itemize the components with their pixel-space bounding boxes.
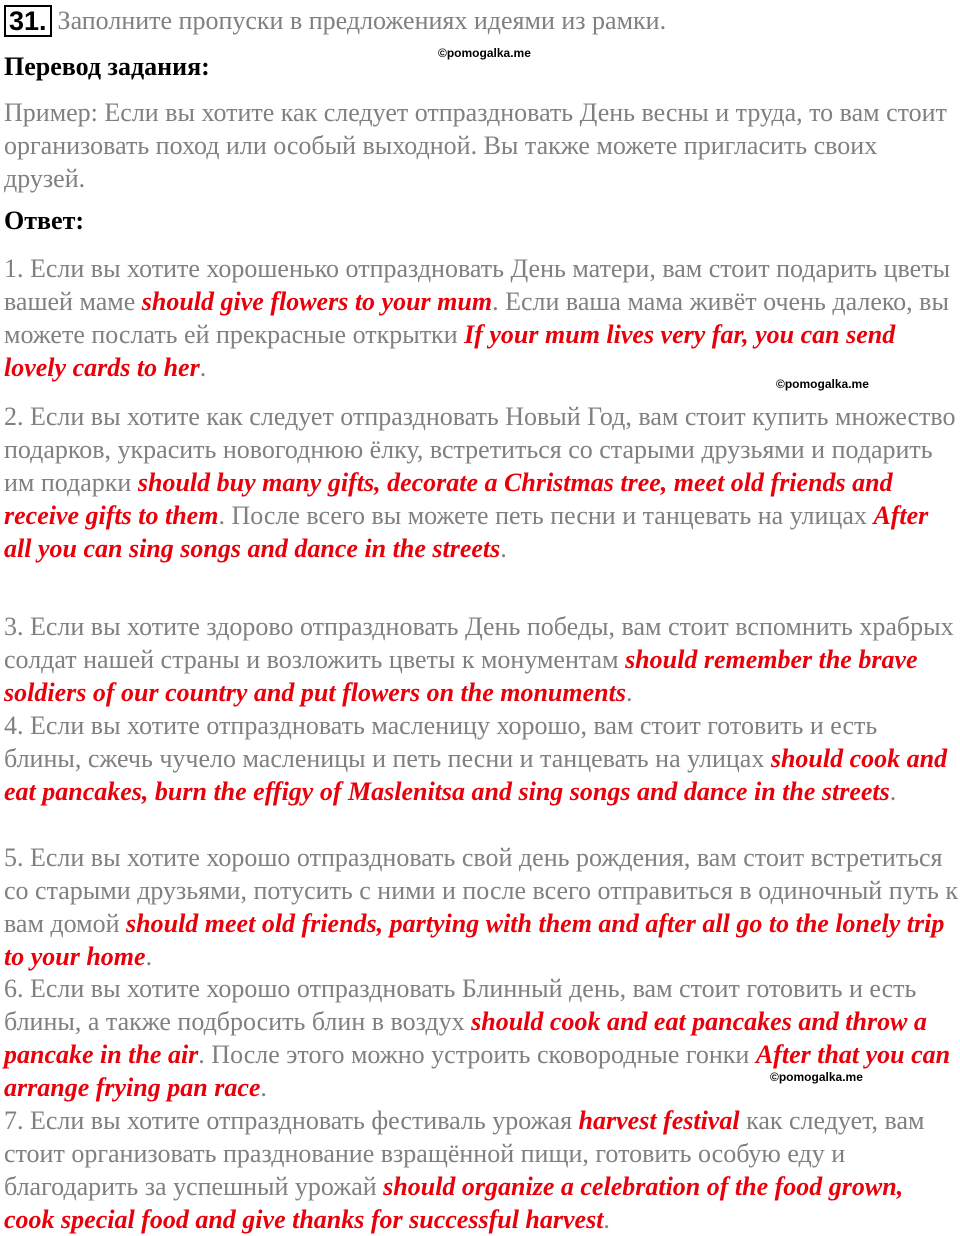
- item-text: .: [199, 353, 207, 382]
- answer-item-5: [4, 841, 960, 973]
- task-number: 31.: [4, 5, 52, 37]
- translation-heading: Перевод задания:: [4, 52, 210, 81]
- answer-phrase: After all you can sing songs and dance in the streets: [4, 501, 929, 563]
- item-text: 3. Если вы хотите здорово отпраздновать День победы, вам стоит вспомнить храбрых солдат нашей страны и возложить цветы к монументам: [4, 612, 954, 674]
- answer-phrase: should cook and eat pancakes, burn the effigy of Maslenitsa and sing songs and dance in the streets: [4, 744, 948, 806]
- answer-item-4: [4, 709, 960, 808]
- item-text: . Если ваша мама живёт очень далеко, вы можете послать ей прекрасные открытки: [4, 287, 949, 349]
- item-text: 5. Если вы хотите хорошо отпраздновать свой день рождения, вам стоит встретиться со старыми друзьями, потусить с ними и после всего отправиться в одиночный путь к вам домой: [4, 843, 958, 938]
- answer-phrase: should buy many gifts, decorate a Christmas tree, meet old friends and receive gifts to them: [4, 468, 893, 530]
- answer-phrase: After that you can arrange frying pan race: [4, 1040, 951, 1102]
- item-text: . После всего вы можете петь песни и танцевать на улицах: [218, 501, 874, 530]
- task-header: [4, 4, 666, 38]
- answer-phrase: should meet old friends, partying with them and after all go to the lonely trip to your home: [4, 909, 945, 971]
- answer-heading: Ответ:: [4, 206, 85, 235]
- watermark: ©pomogalka.me: [776, 377, 869, 391]
- answer-phrase: should organize a celebration of the food grown, cook special food and give thanks for successful harvest: [4, 1172, 904, 1234]
- item-text: 7. Если вы хотите отпраздновать фестиваль урожая: [4, 1106, 579, 1135]
- answer-phrase: should cook and eat pancakes and throw a pancake in the air: [4, 1007, 927, 1069]
- answer-item-7: [4, 1104, 960, 1236]
- item-text: 6. Если вы хотите хорошо отпраздновать Блинный день, вам стоит готовить и есть блины, а также подбросить блин в воздух: [4, 974, 917, 1036]
- answer-item-2: [4, 400, 960, 565]
- item-text: как следует, вам стоит организовать празднование взращённой пищи, готовить особую еду и благодарить за успешный урожай: [4, 1106, 925, 1201]
- item-text: . После этого можно устроить сковородные гонки: [198, 1040, 756, 1069]
- item-text: .: [145, 942, 153, 971]
- item-text: 4. Если вы хотите отпраздновать масленицу хорошо, вам стоит готовить и есть блины, сжечь чучело масленицы и петь песни и танцевать на улицах: [4, 711, 878, 773]
- answer-phrase: should remember the brave soldiers of our country and put flowers on the monuments: [4, 645, 918, 707]
- item-text: .: [625, 678, 633, 707]
- answer-item-1: [4, 252, 960, 384]
- watermark: ©pomogalka.me: [438, 46, 531, 60]
- answer-phrase: harvest festival: [578, 1106, 740, 1135]
- item-text: 2. Если вы хотите как следует отпраздновать Новый Год, вам стоит купить множество подарков, украсить новогоднюю ёлку, встретиться со старыми друзьями и подарить им подарки: [4, 402, 956, 497]
- watermark: ©pomogalka.me: [770, 1070, 863, 1084]
- item-text: .: [260, 1073, 267, 1102]
- answer-phrase: should give flowers to your mum: [141, 287, 493, 316]
- item-text: .: [889, 777, 897, 806]
- item-text: .: [603, 1205, 610, 1234]
- item-text: .: [500, 534, 507, 563]
- translation-text: Пример: Если вы хотите как следует отпраздновать День весны и труда, то вам стоит организовать поход или особый выходной. Вы также можете пригласить своих друзей.: [4, 98, 947, 193]
- item-text: 1. Если вы хотите хорошенько отпраздновать День матери, вам стоит подарить цветы вашей маме: [4, 254, 951, 316]
- answer-phrase: If your mum lives very far, you can send lovely cards to her: [4, 320, 896, 382]
- answer-item-6: [4, 972, 960, 1104]
- task-instruction: Заполните пропуски в предложениях идеями из рамки.: [57, 6, 667, 35]
- answer-item-3: [4, 610, 960, 709]
